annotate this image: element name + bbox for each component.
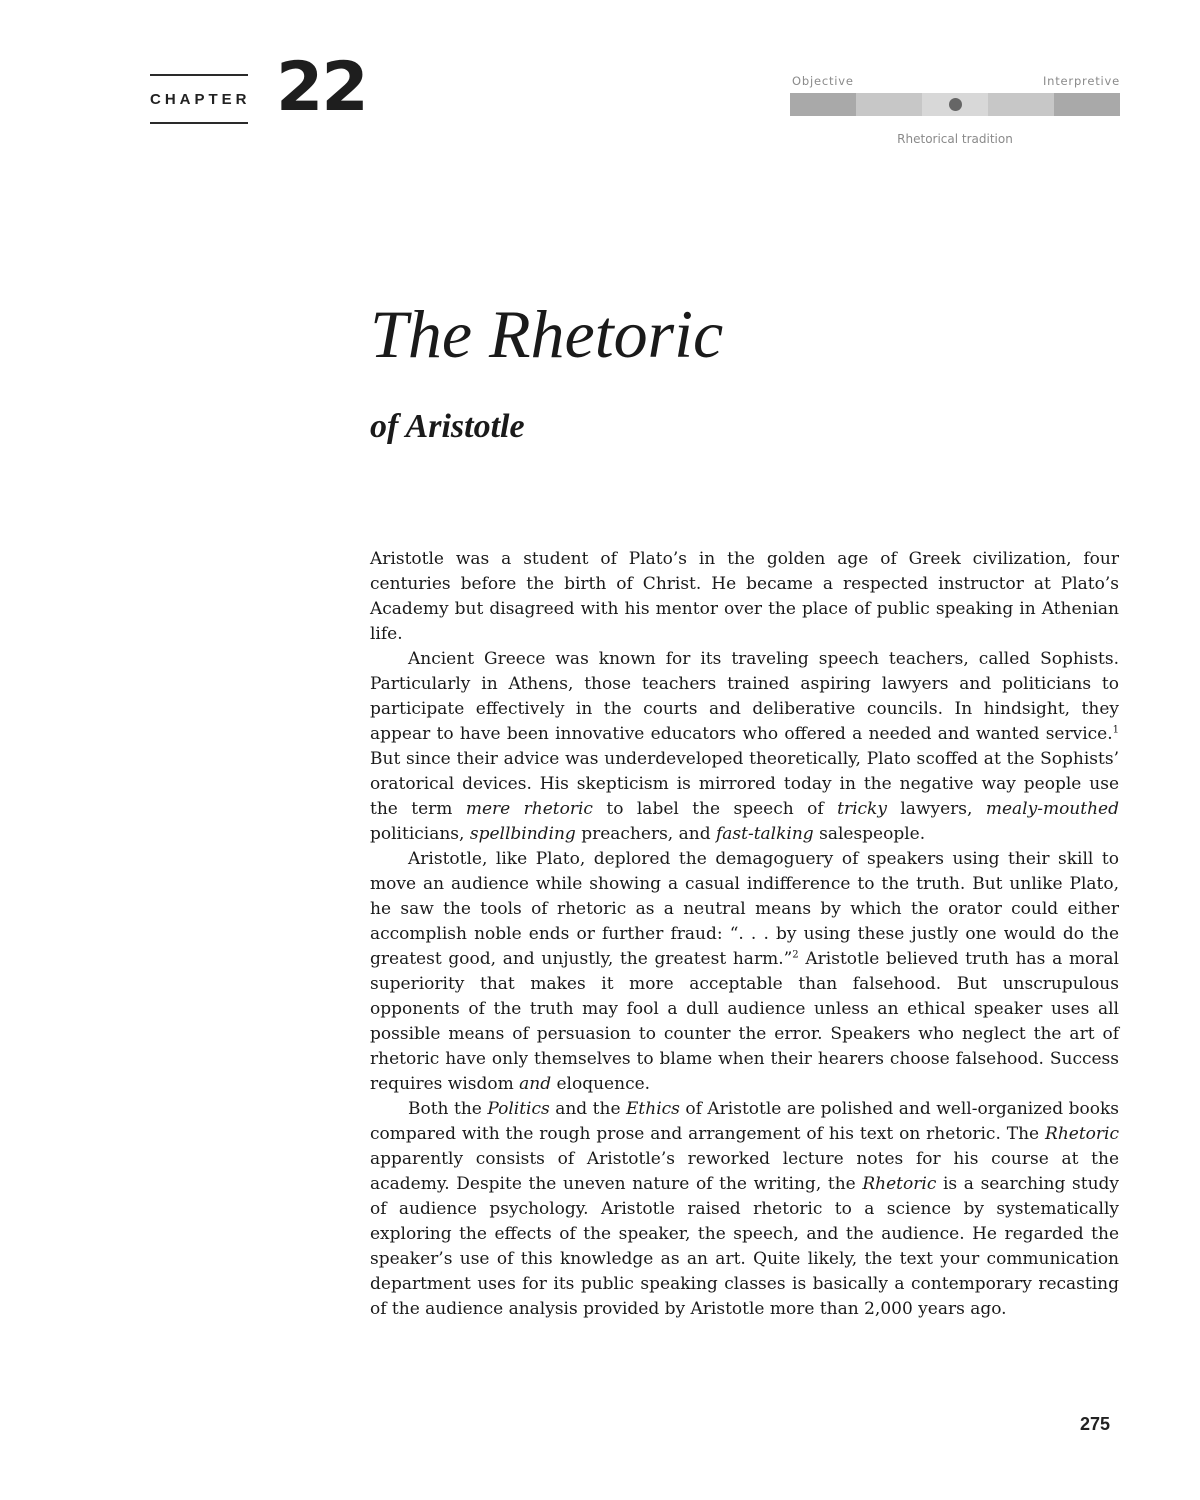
- scale-caption: Rhetorical tradition: [897, 132, 1013, 146]
- body-text: [370, 547, 1119, 1322]
- text-run: and the: [549, 1099, 627, 1119]
- text-run: salespeople.: [813, 824, 926, 844]
- footnote-ref-1: 1: [1112, 724, 1119, 736]
- emphasis: mealy-mouthed: [985, 799, 1119, 819]
- chapter-label: CHAPTER: [150, 91, 251, 108]
- emphasis: fast-talking: [715, 824, 814, 844]
- paragraph-3: [370, 847, 1119, 1097]
- text-run: eloquence.: [551, 1074, 651, 1094]
- tradition-scale: [790, 74, 1120, 154]
- text-run: apparently consists of Aristotle’s reworked lecture notes for his course at the academy. Despite the uneven nature of the writing, the: [370, 1149, 1119, 1194]
- emphasis: Politics: [487, 1099, 550, 1119]
- text-run: But since their advice was underdeveloped theoretically, Plato scoffed at the Sophists’ oratorical devices. His skepticism is mirrored today in the negative way people use the term: [370, 749, 1119, 819]
- paragraph-4: [370, 1097, 1119, 1322]
- emphasis: Ethics: [626, 1099, 680, 1119]
- emphasis: tricky: [837, 799, 887, 819]
- text-run: to label the speech of: [592, 799, 838, 819]
- scale-segment: [1054, 93, 1120, 116]
- text-run: of Aristotle are polished and well-organized books compared with the rough prose and arrangement of his text on rhetoric. The: [370, 1099, 1119, 1144]
- footnote-ref-2: 2: [792, 949, 799, 961]
- chapter-rule-top: [150, 74, 248, 76]
- text-run: Ancient Greece was known for its traveling speech teachers, called Sophists. Particularly in Athens, those teachers trained aspiring lawyers and politicians to participate effectively in the courts and deliberative councils. In hindsight, they appear to have been innovative educators who offered a needed and wanted service.: [370, 649, 1119, 744]
- text-run: Aristotle believed truth has a moral superiority that makes it more acceptable than falsehood. But unscrupulous opponents of the truth may fool a dull audience unless an ethical speaker uses all possible means of persuasion to counter the error. Speakers who neglect the art of rhetoric have only themselves to blame when their hearers choose falsehood. Success requires wisdom: [370, 949, 1119, 1094]
- page-number: 275: [1080, 1414, 1111, 1434]
- scale-position-marker: [949, 98, 962, 111]
- emphasis: and: [519, 1074, 552, 1094]
- text-run: lawyers,: [886, 799, 986, 819]
- scale-label-objective: Objective: [792, 74, 854, 88]
- scale-segment: [790, 93, 856, 116]
- text-run: Both the: [408, 1099, 488, 1119]
- scale-segment: [856, 93, 922, 116]
- text-run: preachers, and: [575, 824, 716, 844]
- scale-label-interpretive: Interpretive: [1042, 74, 1120, 88]
- scale-segment: [988, 93, 1054, 116]
- chapter-rule-bottom: [150, 122, 248, 124]
- chapter-title: The Rhetoric: [370, 296, 724, 372]
- emphasis: spellbinding: [469, 824, 576, 844]
- paragraph-2: [370, 647, 1119, 847]
- text-run: politicians,: [370, 824, 470, 844]
- text-run: Aristotle was a student of Plato’s in the golden age of Greek civilization, four centuries before the birth of Christ. He became a respected instructor at Plato’s Academy but disagreed with his mentor over the place of public speaking in Athenian life.: [370, 549, 1119, 644]
- chapter-subtitle: of Aristotle: [370, 408, 525, 445]
- chapter-heading: [150, 48, 390, 130]
- chapter-number: 22: [276, 48, 367, 127]
- emphasis: Rhetoric: [1045, 1124, 1119, 1144]
- text-run: Aristotle, like Plato, deplored the demagoguery of speakers using their skill to move an audience while showing a casual indifference to the truth. But unlike Plato, he saw the tools of rhetoric as a neutral means by which the orator could either accomplish noble ends or further fraud: “. . . by using these justly one would do the greatest good, and unjustly, the greatest harm.”: [370, 849, 1119, 969]
- paragraph-1: [370, 547, 1119, 647]
- text-run: is a searching study of audience psychology. Aristotle raised rhetoric to a science by systematically exploring the effects of the speaker, the speech, and the audience. He regarded the speaker’s use of this knowledge as an art. Quite likely, the text your communication department uses for its public speaking classes is basically a contemporary recasting of the audience analysis provided by Aristotle more than 2,000 years ago.: [370, 1174, 1120, 1319]
- emphasis: mere rhetoric: [465, 799, 593, 819]
- emphasis: Rhetoric: [862, 1174, 937, 1194]
